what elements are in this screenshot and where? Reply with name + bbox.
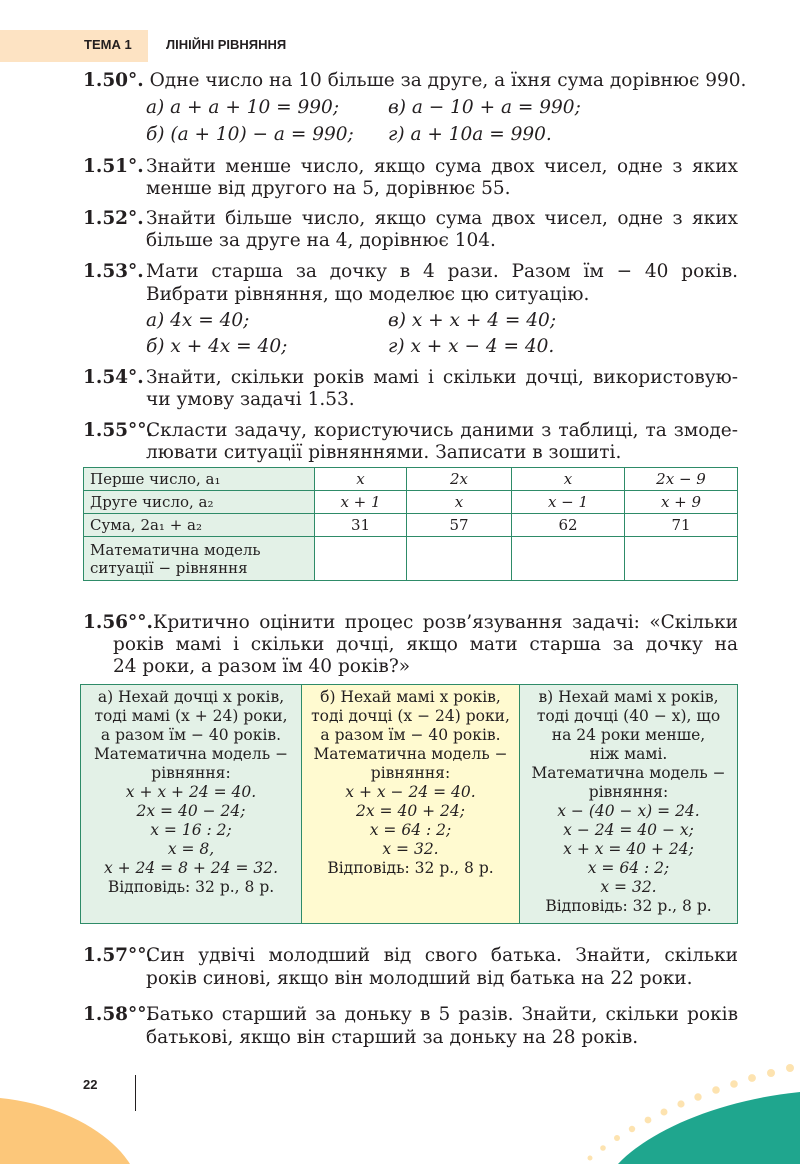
problem-1-58 — [83, 1004, 153, 1026]
page-number: 22 — [83, 1077, 98, 1092]
solution-line: ніж мамі. — [589, 745, 668, 763]
solution-line: а разом їм − 40 років. — [100, 726, 282, 744]
problem-number: 1.54°. — [83, 367, 144, 388]
problem-text: Одне число на 10 більше за друге, а їхня сума дорівнює 990. — [149, 70, 747, 91]
topic-title: ЛІНІЙНІ РІВНЯННЯ — [166, 37, 287, 52]
problem-text-line: Знайти більше число, якщо сума двох чисел, одне з яких — [146, 208, 738, 229]
row-label-line: ситуації − рівняння — [90, 558, 248, 577]
solution-line: x = 64 : 2; — [369, 821, 452, 839]
solution-line: x + x − 24 = 40. — [345, 783, 476, 801]
solution-line: а разом їм − 40 років. — [320, 726, 501, 744]
option-g: г) a + 10a = 990. — [388, 124, 552, 145]
solution-line: x = 8, — [167, 840, 215, 858]
table-cell — [315, 537, 407, 581]
solution-line: x + x = 40 + 24; — [563, 840, 694, 858]
problem-1-56 — [83, 612, 153, 634]
problem-text-line: років мамі і скільки дочці, якщо мати старша за дочку на — [113, 634, 738, 655]
table-cell: 62 — [512, 514, 625, 537]
problem-text-line: лювати ситуації рівняннями. Записати в зошиті. — [146, 442, 622, 463]
answer-line: Відповідь: 32 р., 8 р. — [107, 878, 275, 896]
solution-line: Математична модель − — [531, 764, 726, 782]
solution-line: x + 24 = 8 + 24 = 32. — [103, 859, 279, 877]
problem-text-line: менше від другого на 5, дорівнює 55. — [146, 178, 511, 199]
answer-line: Відповідь: 32 р., 8 р. — [545, 897, 712, 915]
table-cell: x — [315, 468, 407, 491]
option-v: в) a − 10 + a = 990; — [388, 97, 581, 118]
solution-line: рівняння: — [151, 764, 231, 782]
table-cell — [512, 537, 625, 581]
solution-line: x = 64 : 2; — [587, 859, 670, 877]
table-cell: 2x — [407, 468, 512, 491]
problem-text-line: Батько старший за доньку в 5 разів. Знайти, скільки років — [146, 1004, 738, 1025]
orange-arc-shape — [0, 1098, 130, 1164]
table-cell: x — [407, 491, 512, 514]
table-row — [84, 468, 738, 491]
table-cell: 57 — [407, 514, 512, 537]
problem-1-54 — [83, 367, 144, 389]
solution-line: x = 32. — [600, 878, 657, 896]
problem-text-line: Мати старша за дочку в 4 рази. Разом їм − 40 років. — [146, 261, 738, 282]
solution-line: x = 16 : 2; — [150, 821, 232, 839]
problem-text-line: більше за друге на 4, дорівнює 104. — [146, 230, 496, 251]
row-label — [84, 537, 315, 581]
solution-line: x + x + 24 = 40. — [125, 783, 257, 801]
data-table — [83, 467, 738, 581]
answer-line: Відповідь: 32 р., 8 р. — [327, 859, 494, 877]
table-cell: x − 1 — [512, 491, 625, 514]
problem-1-53 — [83, 261, 144, 283]
option-b: б) (a + 10) − a = 990; — [146, 124, 354, 145]
table-cell: 31 — [315, 514, 407, 537]
problem-1-55 — [83, 420, 153, 442]
problem-text-line: батькові, якщо він старший за доньку на 28 років. — [146, 1027, 639, 1048]
solution-line: тоді мамі (x + 24) роки, — [94, 707, 288, 725]
solution-line: Математична модель − — [313, 745, 508, 763]
solution-line: 2x = 40 + 24; — [356, 802, 465, 820]
row-label: Сума, 2a₁ + a₂ — [84, 514, 315, 537]
row-label: Друге число, a₂ — [84, 491, 315, 514]
problem-number: 1.52°. — [83, 208, 144, 229]
problem-text-line: 24 роки, а разом їм 40 років?» — [113, 656, 411, 677]
solution-line: рівняння: — [588, 783, 669, 801]
problem-number: 1.57°°. — [83, 945, 153, 966]
table-cell: x + 9 — [625, 491, 738, 514]
solution-column-a — [81, 685, 301, 923]
table-cell: x — [512, 468, 625, 491]
table-row — [84, 491, 738, 514]
table-row — [84, 537, 738, 581]
option-a: а) a + a + 10 = 990; — [146, 97, 340, 118]
solution-column-c — [519, 685, 737, 923]
problem-number: 1.55°°. — [83, 420, 153, 441]
solution-line: x − 24 = 40 − x; — [563, 821, 694, 839]
solution-line: Математична модель − — [93, 745, 289, 763]
option-g: г) x + x − 4 = 40. — [388, 336, 555, 357]
row-label-line: Математична модель — [90, 540, 261, 559]
solution-line: x = 32. — [382, 840, 439, 858]
problem-number: 1.50°. — [83, 70, 144, 91]
problem-1-50 — [83, 70, 746, 92]
option-v: в) x + x + 4 = 40; — [388, 310, 557, 331]
table-cell: 71 — [625, 514, 738, 537]
table-row — [84, 514, 738, 537]
solutions-table — [80, 684, 738, 924]
solution-line: x − (40 − x) = 24. — [557, 802, 700, 820]
solution-line: в) Нехай мамі x років, — [538, 688, 719, 706]
solution-line: 2x = 40 − 24; — [136, 802, 246, 820]
problem-number: 1.53°. — [83, 261, 144, 282]
problem-text-line: Критично оцінити процес розв’язування задачі: «Скільки — [153, 612, 738, 633]
problem-text-line: Скласти задачу, користуючись даними з таблиці, та змоде- — [146, 420, 738, 441]
table-cell — [407, 537, 512, 581]
solution-line: тоді дочці (x − 24) роки, — [311, 707, 510, 725]
solution-line: тоді дочці (40 − x), що — [536, 707, 721, 725]
problem-number: 1.51°. — [83, 156, 144, 177]
problem-text-line: чи умову задачі 1.53. — [146, 389, 355, 410]
option-a: а) 4x = 40; — [146, 310, 250, 331]
problem-number: 1.56°°. — [83, 612, 153, 633]
problem-1-51 — [83, 156, 144, 178]
topic-label: ТЕМА 1 — [84, 37, 132, 52]
solution-column-b — [301, 685, 519, 923]
solution-line: на 24 роки менше, — [551, 726, 706, 744]
problem-text-line: Знайти, скільки років мамі і скільки дочці, використовую- — [146, 367, 738, 388]
solution-line: б) Нехай мамі x років, — [320, 688, 501, 706]
table-cell: 2x − 9 — [625, 468, 738, 491]
problem-number: 1.58°°. — [83, 1004, 153, 1025]
solution-line: рівняння: — [370, 764, 451, 782]
problem-1-52 — [83, 208, 144, 230]
solution-line: а) Нехай дочці x років, — [97, 688, 285, 706]
problem-text-line: років синові, якщо він молодший від батька на 22 роки. — [146, 968, 693, 989]
problem-text-line: Вибрати рівняння, що моделює цю ситуацію. — [146, 284, 590, 305]
teal-wave-shape — [618, 1092, 800, 1164]
problem-text-line: Син удвічі молодший від свого батька. Знайти, скільки — [146, 945, 738, 966]
option-b: б) x + 4x = 40; — [146, 336, 288, 357]
table-cell — [625, 537, 738, 581]
table-cell: x + 1 — [315, 491, 407, 514]
row-label: Перше число, a₁ — [84, 468, 315, 491]
decorative-shapes — [0, 1040, 800, 1164]
problem-1-57 — [83, 945, 153, 967]
problem-text-line: Знайти менше число, якщо сума двох чисел, одне з яких — [146, 156, 738, 177]
